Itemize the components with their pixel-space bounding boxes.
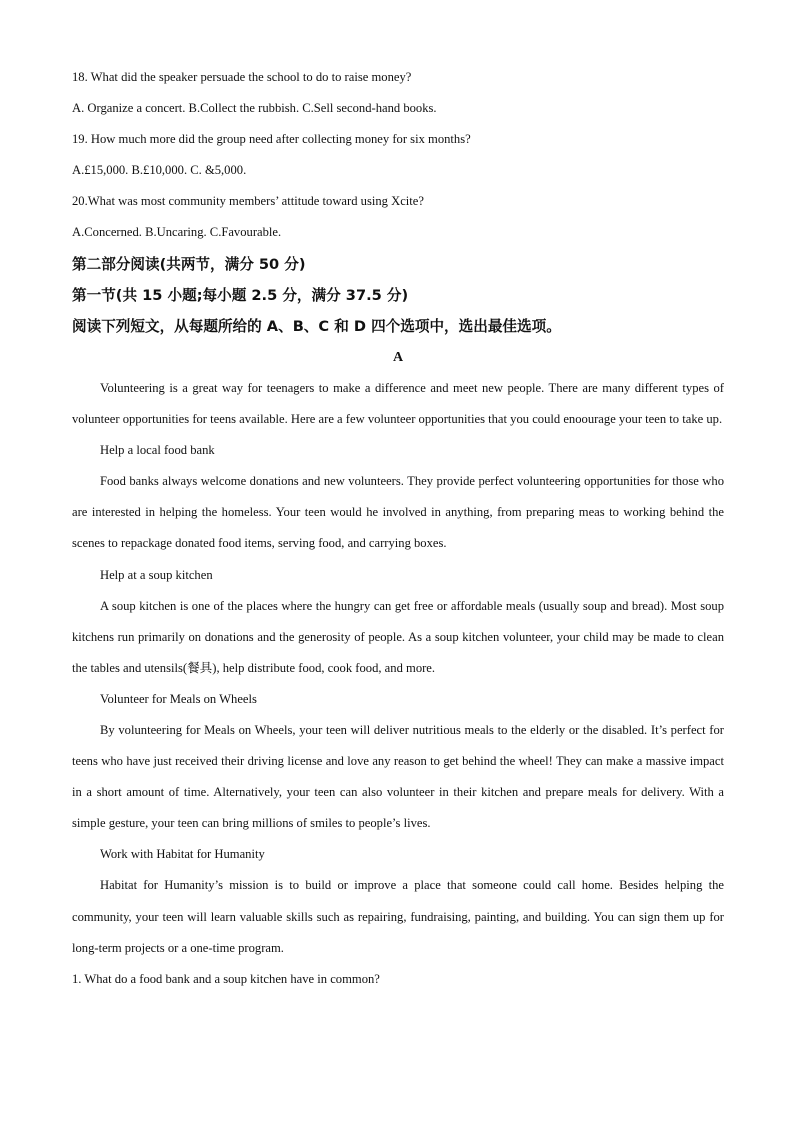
subheading-habitat: Work with Habitat for Humanity bbox=[100, 847, 265, 862]
reading-instructions: 阅读下列短文，从每题所给的 A、B、C 和 D 四个选项中，选出最佳选项。 bbox=[72, 317, 561, 335]
paragraph-meals-on-wheels: By volunteering for Meals on Wheels, your teen will deliver nutritious meals to the elderly or the disabled. It’s perfect for teens who have just received their driving license and love any reason to get behind the wheel! They can make a massive impact in a short amount of time. Alternatively, your teen can also volunteer in their kitchen and prepare meals for delivery. With a simple gesture, your teen can bring millions of smiles to people’s lives. bbox=[72, 722, 724, 831]
paragraph-food-bank: Food banks always welcome donations and new volunteers. They provide perfect volunteering opportunities for those who are interested in helping the homeless. Your teen would he involved in anything, from preparing meas to working behind the scenes to repackage donated food items, serving food, and carrying boxes. bbox=[72, 474, 724, 551]
paragraph-habitat: Habitat for Humanity’s mission is to build or improve a place that someone could call home. Besides helping the community, your teen will learn valuable skills such as repairing, fundraising, painting, and building. You can sign them up for long-term projects or a one-time program. bbox=[72, 878, 724, 955]
question-20-options: A.Concerned. B.Uncaring. C.Favourable. bbox=[72, 225, 282, 240]
exam-page bbox=[72, 62, 724, 995]
part-heading: 第二部分阅读(共两节，满分 50 分) bbox=[72, 255, 306, 273]
question-19-options: A.£15,000. B.£10,000. C. &5,000. bbox=[72, 163, 247, 178]
passage-intro: Volunteering is a great way for teenagers to make a difference and meet new people. There are many different types of volunteer opportunities for teens available. Here are a few volunteer opportunities that you could enoourage your teen to take up. bbox=[72, 380, 724, 427]
question-18: 18. What did the speaker persuade the school to do to raise money? bbox=[72, 70, 412, 84]
passage-label: A bbox=[392, 349, 404, 365]
paragraph-soup-kitchen: A soup kitchen is one of the places where the hungry can get free or affordable meals (usually soup and bread). Most soup kitchens run primarily on donations and the generosity of people. As a soup kitchen volunteer, your child may be made to clean the tables and utensils(餐具), help distribute food, cook food, and more. bbox=[72, 598, 724, 675]
question-1: 1. What do a food bank and a soup kitchen have in common? bbox=[72, 971, 380, 986]
question-19: 19. How much more did the group need after collecting money for six months? bbox=[72, 132, 471, 147]
subheading-soup-kitchen: Help at a soup kitchen bbox=[100, 567, 213, 582]
section-heading: 第一节(共 15 小题;每小题 2.5 分，满分 37.5 分) bbox=[72, 286, 409, 304]
subheading-meals-on-wheels: Volunteer for Meals on Wheels bbox=[100, 691, 257, 706]
question-18-options: A. Organize a concert. B.Collect the rubbish. C.Sell second-hand books. bbox=[72, 101, 437, 116]
subheading-food-bank: Help a local food bank bbox=[100, 443, 215, 458]
question-20: 20.What was most community members’ attitude toward using Xcite? bbox=[72, 194, 424, 209]
